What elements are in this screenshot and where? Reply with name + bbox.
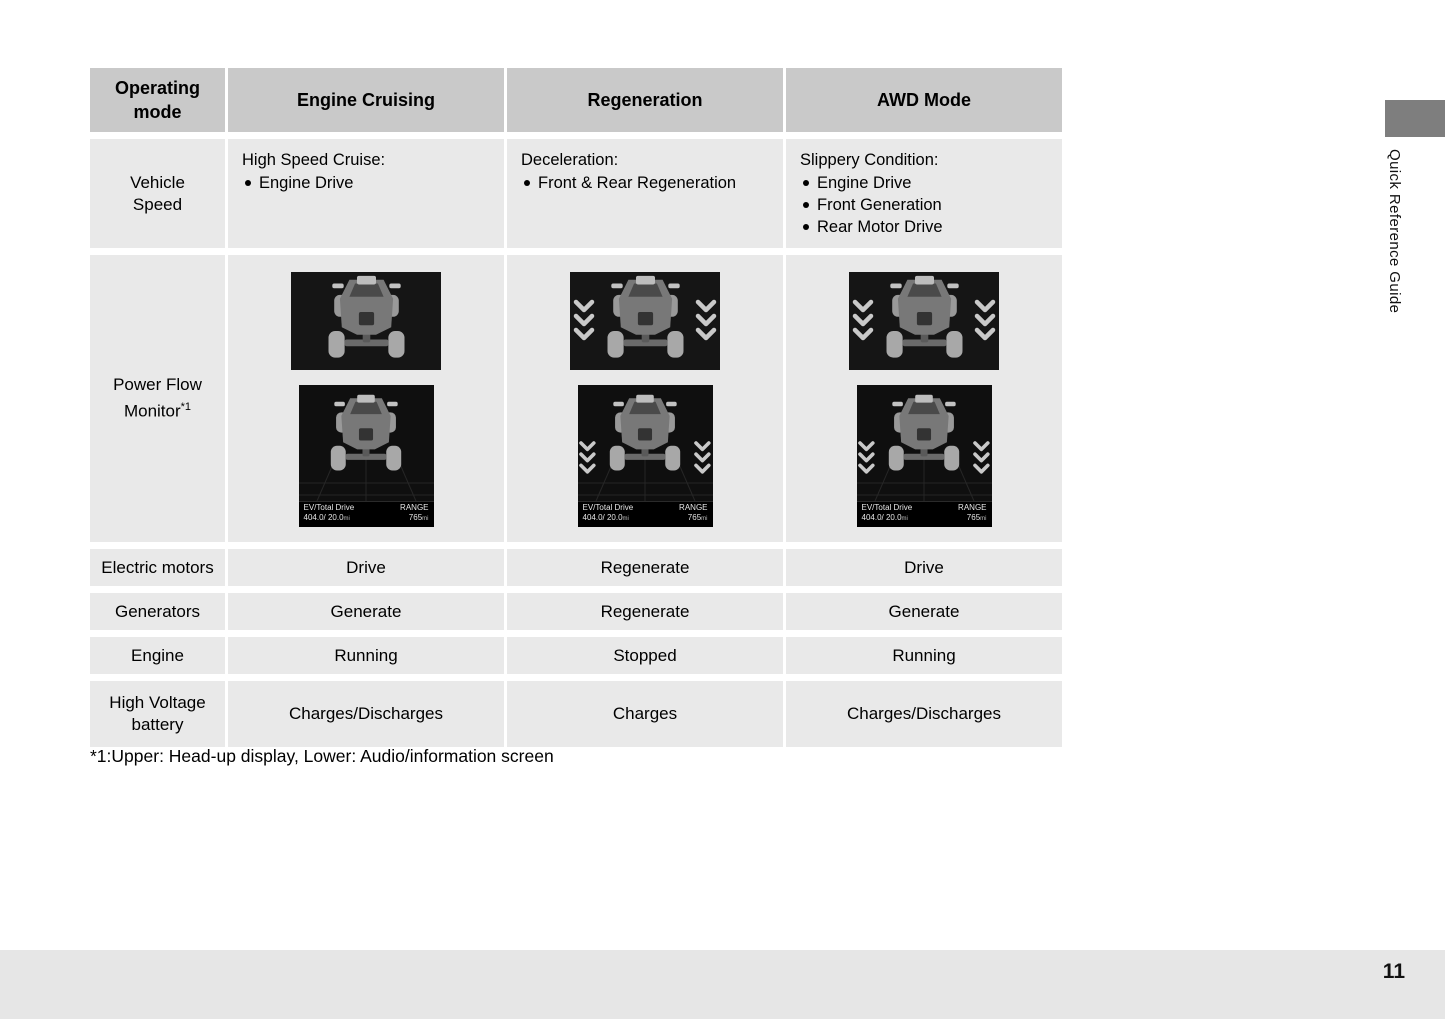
bullet-item: Engine Drive <box>800 172 1048 194</box>
bullet-item: Front Generation <box>800 194 1048 216</box>
operating-mode-table <box>90 68 1062 747</box>
power-flow-monitor-row <box>90 255 1062 542</box>
car-top-view-graphic <box>849 272 999 370</box>
row-label-power-flow-monitor: Power Flow Monitor$^{*1}$ <box>90 255 225 542</box>
bullet-item: Engine Drive <box>242 172 490 194</box>
generators-row <box>90 593 1062 630</box>
chapter-label: Quick Reference Guide <box>1386 149 1403 314</box>
cell-title: High Speed Cruise: <box>242 151 386 169</box>
corner-header-cell: Operating mode <box>90 68 225 132</box>
screen-readout: EV/Total Drive RANGE 404.0/ 20.0mi 765mi <box>303 503 429 522</box>
table-cell: Running <box>228 637 504 674</box>
table-cell: Generate <box>228 593 504 630</box>
range-label: RANGE <box>400 503 429 512</box>
power-flow-screen-image <box>299 385 434 527</box>
range-label: RANGE <box>958 503 987 512</box>
cell-title: Deceleration: <box>521 151 619 169</box>
bullet-list <box>521 172 769 194</box>
footnote: *1:Upper: Head-up display, Lower: Audio/information screen <box>90 746 554 766</box>
screen-readout: EV/Total Drive RANGE 404.0/ 20.0mi 765mi <box>861 503 987 522</box>
vehicle-speed-row <box>90 139 1062 248</box>
column-header-regeneration: Regeneration <box>507 68 783 132</box>
power-flow-cell-engine-cruising <box>228 255 504 542</box>
column-header-awd-mode: AWD Mode <box>786 68 1062 132</box>
car-top-view-graphic <box>570 272 720 370</box>
power-flow-hud-image <box>291 272 441 370</box>
range-label: RANGE <box>679 503 708 512</box>
table-cell: Charges/Discharges <box>228 681 504 747</box>
chapter-tab-marker <box>1385 100 1445 137</box>
power-flow-screen-image <box>857 385 992 527</box>
table-cell <box>507 139 783 248</box>
power-flow-screen-image <box>578 385 713 527</box>
table-cell: Charges <box>507 681 783 747</box>
power-flow-cell-awd-mode <box>786 255 1062 542</box>
row-label-high-voltage-battery: High Voltage battery <box>90 681 225 747</box>
range-value: 765 <box>687 513 702 522</box>
screen-readout: EV/Total Drive RANGE 404.0/ 20.0mi 765mi <box>582 503 708 522</box>
row-label-generators: Generators <box>90 593 225 630</box>
bullet-item: Front & Rear Regeneration <box>521 172 769 194</box>
row-label-vehicle-speed: Vehicle Speed <box>90 139 225 248</box>
engine-row <box>90 637 1062 674</box>
table-header-row <box>90 68 1062 132</box>
table-cell <box>786 139 1062 248</box>
ev-total-value: 404.0/ 20.0 <box>861 513 902 522</box>
table-cell: Drive <box>786 549 1062 586</box>
bullet-list <box>800 172 1048 238</box>
power-flow-hud-image <box>570 272 720 370</box>
table-cell: Regenerate <box>507 549 783 586</box>
table-cell: Running <box>786 637 1062 674</box>
column-header-engine-cruising: Engine Cruising <box>228 68 504 132</box>
ev-total-label: EV/Total Drive <box>303 503 355 512</box>
power-flow-hud-image <box>849 272 999 370</box>
range-value: 765 <box>408 513 423 522</box>
page-footer <box>0 950 1445 1019</box>
power-flow-cell-regeneration <box>507 255 783 542</box>
car-top-view-graphic <box>291 272 441 370</box>
page-number: 11 <box>1382 960 1405 983</box>
high-voltage-battery-row <box>90 681 1062 747</box>
table-cell: Charges/Discharges <box>786 681 1062 747</box>
range-value: 765 <box>966 513 981 522</box>
row-label-electric-motors: Electric motors <box>90 549 225 586</box>
ev-total-label: EV/Total Drive <box>861 503 913 512</box>
bullet-list <box>242 172 490 194</box>
table-cell: Drive <box>228 549 504 586</box>
ev-total-value: 404.0/ 20.0 <box>303 513 344 522</box>
table-cell: Stopped <box>507 637 783 674</box>
ev-total-value: 404.0/ 20.0 <box>582 513 623 522</box>
bullet-item: Rear Motor Drive <box>800 216 1048 238</box>
cell-title: Slippery Condition: <box>800 151 939 169</box>
row-label-engine: Engine <box>90 637 225 674</box>
table-cell: Generate <box>786 593 1062 630</box>
table-cell <box>228 139 504 248</box>
ev-total-label: EV/Total Drive <box>582 503 634 512</box>
electric-motors-row <box>90 549 1062 586</box>
table-cell: Regenerate <box>507 593 783 630</box>
